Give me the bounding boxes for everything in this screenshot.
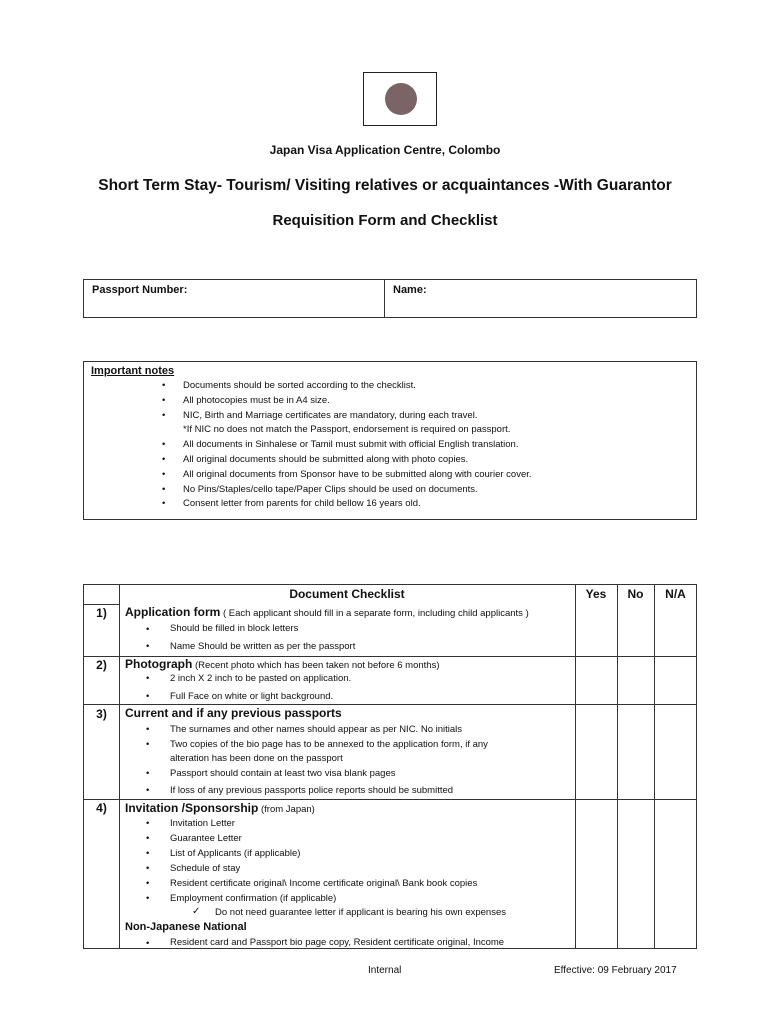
bullet-icon: • [146, 624, 150, 635]
bullet-icon: • [162, 439, 166, 451]
checklist-bullet-text: Should be filled in block letters [170, 623, 299, 634]
checklist-bullet-text: Schedule of stay [170, 863, 241, 874]
table-divider [84, 704, 119, 705]
bullet-icon: • [146, 938, 150, 949]
footer-effective-date: Effective: 09 February 2017 [554, 965, 677, 976]
note-item: *If NIC no does not match the Passport, endorsement is required on passport. [183, 424, 511, 436]
form-subtitle: Requisition Form and Checklist [272, 212, 498, 229]
bullet-icon: • [162, 380, 166, 391]
checklist-bullet-text: Resident certificate original\ Income certificate original\ Bank book copies [170, 878, 478, 889]
name-label: Name: [393, 284, 427, 296]
checklist-bullet-text: Employment confirmation (if applicable) [170, 893, 337, 904]
important-notes-title: Important notes [91, 365, 175, 377]
document-checklist-table [83, 584, 697, 949]
checklist-bullet-text: The surnames and other names should appear as per NIC. No initials [170, 724, 463, 735]
checklist-bullet-text: alteration has been done on the passport [170, 753, 343, 764]
bullet-icon: • [162, 453, 166, 465]
note-item: • NIC, Birth and Marriage certificates are mandatory, during each travel. [84, 409, 532, 424]
bullet-icon: • [146, 691, 150, 702]
japan-flag-image [363, 72, 437, 126]
checklist-bullet-text: If loss of any previous passports police reports should be submitted [170, 785, 454, 796]
note-item: • No Pins/Staples/cello tape/Paper Clips should be used on documents. [84, 483, 532, 498]
table-divider [84, 656, 119, 657]
bullet-icon: • [146, 739, 150, 750]
table-divider [575, 585, 576, 948]
checkmark-icon: ✓ [192, 906, 201, 917]
passport-number-label: Passport Number: [92, 284, 188, 296]
centre-name: Japan Visa Application Centre, Colombo [269, 143, 501, 157]
note-item: • Documents should be sorted according to the checklist. [84, 379, 532, 394]
header-na: N/A [665, 587, 686, 601]
checklist-bullet-text: Two copies of the bio page has to be annexed to the application form, if any [170, 739, 488, 750]
header-no: No [627, 587, 644, 601]
item-title: Current and if any previous passports [125, 706, 342, 720]
checklist-bullet-text: Full Face on white or light background. [170, 691, 334, 702]
checklist-sub-text: Do not need guarantee letter if applicant is bearing his own expenses [215, 907, 506, 918]
subsection-title: Non-Japanese National [125, 921, 247, 933]
important-notes-box [83, 361, 697, 520]
checklist-bullet-text: Resident card and Passport bio page copy, Resident certificate original, Income [170, 937, 505, 948]
table-divider [119, 585, 120, 948]
bullet-icon: • [146, 785, 150, 796]
item-title: Photograph (Recent photo which has been taken not before 6 months) [125, 657, 440, 671]
bullet-icon: • [146, 833, 150, 844]
checklist-bullet-text: 2 inch X 2 inch to be pasted on application. [170, 673, 352, 684]
bullet-icon: • [146, 848, 150, 859]
note-item: • All photocopies must be in A4 size. [84, 394, 532, 409]
item-number: 3) [96, 707, 107, 721]
bullet-icon: • [146, 893, 150, 904]
bullet-icon: • [162, 468, 166, 480]
bullet-icon: • [146, 818, 150, 829]
checklist-bullet-text: Passport should contain at least two visa blank pages [170, 768, 396, 779]
checklist-bullet-text: Name Should be written as per the passport [170, 641, 356, 652]
form-title: Short Term Stay- Tourism/ Visiting relatives or acquaintances -With Guarantor [98, 177, 672, 194]
item-title: Application form ( Each applicant should fill in a separate form, including child applicants ) [125, 605, 529, 619]
name-field[interactable] [385, 280, 696, 317]
bullet-icon: • [146, 641, 150, 652]
item-number: 2) [96, 658, 107, 672]
note-item: • All documents in Sinhalese or Tamil must submit with official English translation. [84, 438, 532, 453]
bullet-icon: • [146, 673, 150, 684]
bullet-icon: • [162, 498, 166, 510]
table-divider [84, 604, 119, 605]
note-item: • All original documents from Sponsor have to be submitted along with courier cover. [84, 468, 532, 483]
table-divider [119, 704, 697, 705]
bullet-icon: • [162, 409, 166, 421]
header-yes: Yes [585, 587, 607, 601]
bullet-icon: • [146, 878, 150, 889]
item-number: 1) [96, 606, 107, 620]
table-divider [617, 585, 618, 948]
bullet-icon: • [146, 863, 150, 874]
bullet-icon: • [162, 483, 166, 495]
item-number: 4) [96, 801, 107, 815]
note-item: • All original documents should be submitted along with photo copies. [84, 453, 532, 468]
important-notes-list [84, 379, 532, 512]
bullet-icon: • [146, 724, 150, 735]
passport-number-field[interactable] [84, 280, 385, 317]
checklist-bullet-text: List of Applicants (if applicable) [170, 848, 301, 859]
bullet-icon: • [146, 768, 150, 779]
applicant-info-box [83, 279, 697, 318]
checklist-bullet-text: Invitation Letter [170, 818, 235, 829]
footer-classification: Internal [368, 965, 402, 976]
item-title: Invitation /Sponsorship (from Japan) [125, 801, 315, 815]
note-item: • Consent letter from parents for child bellow 16 years old. [84, 497, 532, 512]
checklist-bullet-text: Guarantee Letter [170, 833, 242, 844]
table-divider [119, 799, 697, 800]
table-divider [654, 585, 655, 948]
bullet-icon: • [162, 394, 166, 406]
header-document-checklist: Document Checklist [289, 587, 405, 601]
flag-sun-circle [385, 83, 417, 115]
table-divider [84, 799, 119, 800]
